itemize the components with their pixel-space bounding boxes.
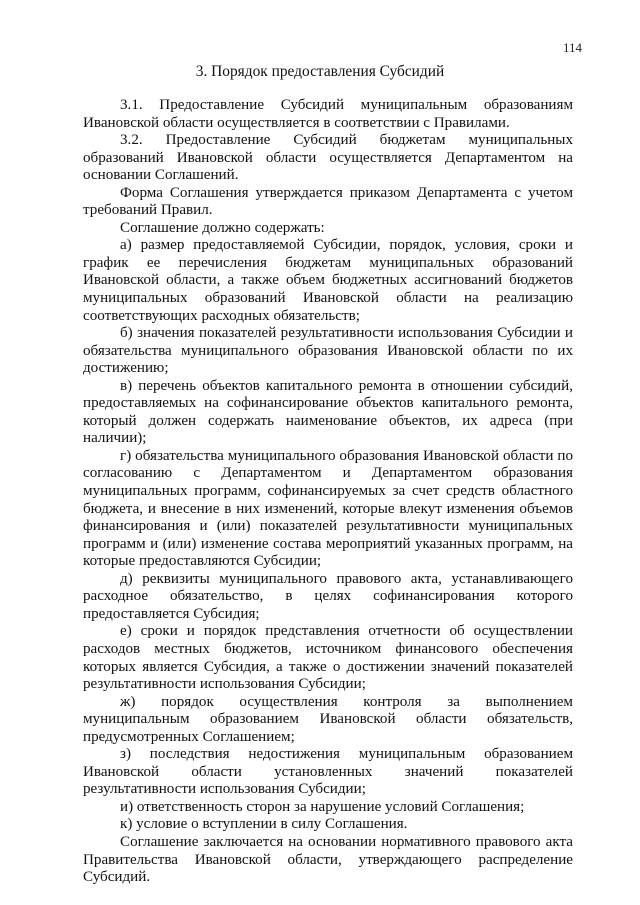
paragraph-agreement-contents: Соглашение должно содержать: — [120, 219, 325, 236]
paragraph-3-1: 3.1. Предоставление Субсидий муниципальным образованиям Ивановской области осуществляется в соответствии с Правилами. — [83, 97, 573, 131]
section-title: 3. Порядок предоставления Субсидий — [195, 63, 445, 80]
list-item-d: д) реквизиты муниципального правового акта, устанавливающего расходное обязательство, в целях софинансирования которого предоставляется Субсидия; — [83, 570, 573, 622]
list-item-b: б) значения показателей результативности использования Субсидии и обязательства муниципального образования Ивановской области по их достижению; — [83, 325, 573, 377]
list-item-i: и) ответственность сторон за нарушение условий Соглашения; — [120, 798, 525, 815]
paragraph-agreement-form: Форма Соглашения утверждается приказом Департамента с учетом требований Правил. — [83, 184, 573, 219]
list-item-a: а) размер предоставляемой Субсидии, порядок, условия, сроки и график ее перечисления бюджетам муниципальных образований Ивановской области, а также объем бюджетных ассигнований бюджетов муниципальных образований Ивановской области на реализацию соответствующих расходных обязательств; — [83, 237, 573, 324]
list-item-g: г) обязательства муниципального образования Ивановской области по согласованию с Департаментом и Департаментом образования муниципальных программ, софинансируемых за счет средств областного бюджета, и внесение в них изменений, которые влекут изменения объемов финансирования и (или) показателей результативности муниципальных программ и (или) изменение состава мероприятий указанных программ, на которые предоставляются Субсидии; — [83, 447, 573, 570]
paragraph-conclusion: Соглашение заключается на основании нормативного правового акта Правительства Ивановской области, утверждающего распределение Субсидий. — [83, 833, 573, 886]
paragraph-3-2: 3.2. Предоставление Субсидий бюджетам муниципальных образований Ивановской области осуществляется Департаментом на основании Соглашений. — [83, 132, 573, 184]
list-item-zh: ж) порядок осуществления контроля за выполнением муниципальным образованием Ивановской области обязательств, предусмотренных Соглашением; — [83, 693, 573, 745]
list-item-e: е) сроки и порядок представления отчетности об осуществлении расходов местных бюджетов, источником финансового обеспечения которых является Субсидия, а также о достижении значений показателей результативности использования Субсидии; — [83, 623, 573, 693]
list-item-v: в) перечень объектов капитального ремонта в отношении субсидий, предоставляемых на софинансирование объектов капитального ремонта, который должен содержать наименование объектов, их адреса (при наличии); — [83, 377, 573, 447]
section-body — [83, 97, 573, 887]
list-item-k: к) условие о вступлении в силу Соглашения. — [120, 816, 408, 833]
page-number: 114 — [562, 40, 582, 55]
list-item-z: з) последствия недостижения муниципальным образованием Ивановской области установленных значений показателей результативности использования Субсидии; — [83, 746, 573, 798]
